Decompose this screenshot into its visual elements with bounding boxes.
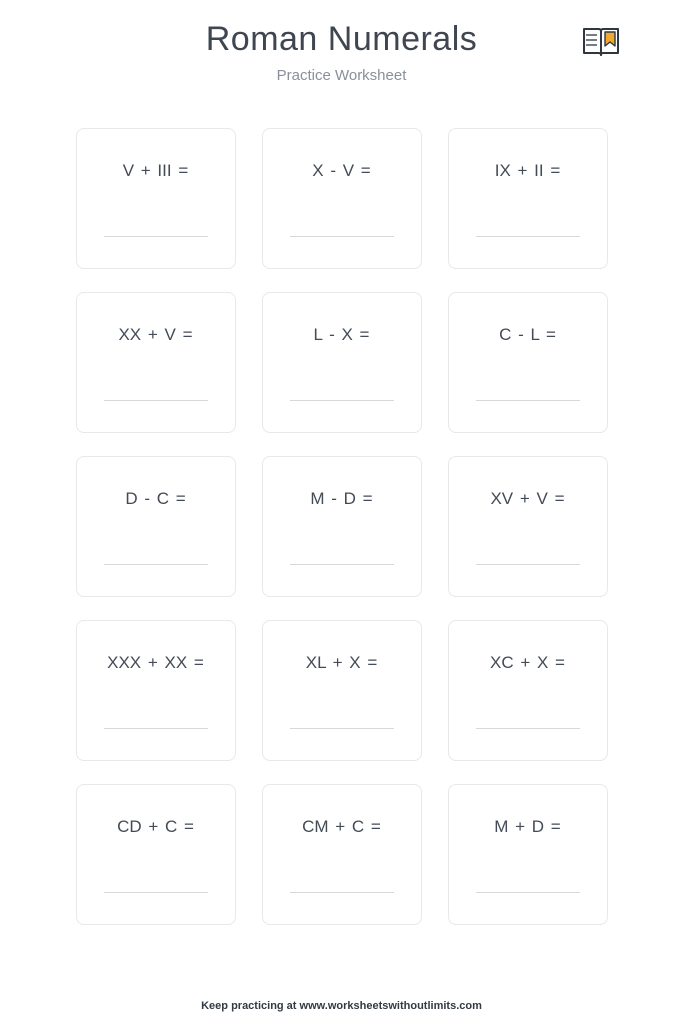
answer-line[interactable] [290, 728, 394, 729]
answer-line[interactable] [476, 564, 580, 565]
problem-card [76, 456, 236, 597]
problem-text: CD + C = [117, 817, 194, 836]
problem-text: M + D = [494, 817, 561, 836]
answer-line[interactable] [104, 236, 208, 237]
problem-card [448, 456, 608, 597]
problem-text: D - C = [125, 489, 186, 508]
problem-card [76, 128, 236, 269]
problem-card [262, 784, 422, 925]
problem-text: L - X = [313, 325, 370, 344]
open-book-icon [581, 24, 621, 60]
worksheet-header [0, 0, 683, 86]
worksheet-footer: Keep practicing at www.worksheetswithoutlimits.com [201, 1000, 482, 1012]
answer-line[interactable] [290, 400, 394, 401]
answer-line[interactable] [290, 564, 394, 565]
answer-line[interactable] [104, 892, 208, 893]
problem-text: XX + V = [118, 325, 193, 344]
problem-text: XV + V = [490, 489, 565, 508]
problem-card [76, 620, 236, 761]
problem-card [448, 784, 608, 925]
problem-text: XXX + XX = [107, 653, 204, 672]
answer-line[interactable] [476, 236, 580, 237]
answer-line[interactable] [290, 892, 394, 893]
answer-line[interactable] [104, 564, 208, 565]
problem-text: X - V = [312, 161, 371, 180]
problem-text: CM + C = [302, 817, 381, 836]
problem-text: V + III = [122, 161, 189, 180]
problem-card [448, 292, 608, 433]
answer-line[interactable] [290, 236, 394, 237]
problem-card [262, 128, 422, 269]
answer-line[interactable] [476, 400, 580, 401]
answer-line[interactable] [476, 728, 580, 729]
page-title: Roman Numerals [205, 20, 478, 58]
problem-card [448, 620, 608, 761]
problem-card [76, 292, 236, 433]
problem-card [262, 456, 422, 597]
problem-text: IX + II = [494, 161, 561, 180]
problem-card [448, 128, 608, 269]
problem-text: M - D = [310, 489, 373, 508]
answer-line[interactable] [104, 728, 208, 729]
problem-card [262, 292, 422, 433]
page-subtitle: Practice Worksheet [276, 67, 407, 84]
problem-text: XL + X = [305, 653, 378, 672]
problem-card [262, 620, 422, 761]
problem-card [76, 784, 236, 925]
answer-line[interactable] [476, 892, 580, 893]
problem-text: C - L = [499, 325, 556, 344]
answer-line[interactable] [104, 400, 208, 401]
problem-grid [76, 128, 608, 925]
problem-text: XC + X = [490, 653, 565, 672]
